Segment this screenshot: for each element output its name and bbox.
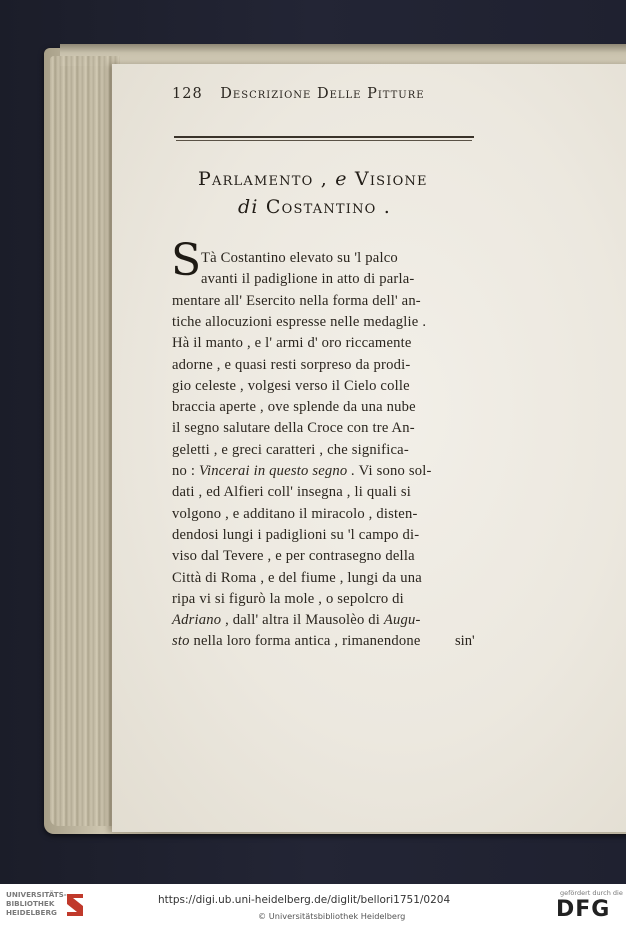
page-stack-edge xyxy=(50,56,120,826)
body-line: dati , ed Alfieri coll' insegna , li quali si xyxy=(172,484,412,501)
library-name-line2: BIBLIOTHEK xyxy=(6,898,55,908)
body-line: braccia aperte , ove splende da una nube xyxy=(172,399,416,416)
chapter-title-line1 xyxy=(198,168,518,190)
dfg-logo[interactable]: DFG xyxy=(556,897,611,922)
copyright-text: © Universitätsbibliothek Heidelberg xyxy=(258,911,406,921)
body-line: adorne , e quasi resti sorpreso da prodi- xyxy=(172,356,411,373)
title-word-di: di xyxy=(238,196,259,218)
body-line: tiche allocuzioni espresse nelle medaglie . xyxy=(172,313,427,330)
body-line: mentare all' Esercito nella forma dell' an- xyxy=(172,292,421,309)
body-line: Città di Roma , e del fiume , lungi da una xyxy=(172,569,422,586)
library-logo-icon xyxy=(64,892,86,918)
title-word-parlamento: Parlamento xyxy=(198,168,314,190)
title-period: . xyxy=(376,196,392,218)
body-line: il segno salutare della Croce con tre An- xyxy=(172,420,415,437)
funded-by-text: gefördert durch die xyxy=(560,889,623,897)
drop-cap: S xyxy=(171,235,202,286)
footer-bar xyxy=(0,884,626,929)
running-head-title: Descrizione Delle Pitture xyxy=(220,86,425,102)
book-top-edge xyxy=(60,44,626,66)
title-word-visione: Visione xyxy=(347,168,428,190)
body-line: gio celeste , volgesi verso il Cielo colle xyxy=(172,377,410,394)
body-line: dendosi lungi i padiglioni su 'l campo di- xyxy=(172,526,420,543)
body-line: ripa vi si figurò la mole , o sepolcro di xyxy=(172,590,404,607)
header-rule xyxy=(174,136,474,138)
body-line: Hà il manto , e l' armi d' oro riccamente xyxy=(172,335,412,352)
title-word-e: e xyxy=(335,168,348,190)
body-line: no : Vincerai in questo segno . Vi sono sol- xyxy=(172,463,432,479)
body-line: geletti , e greci caratteri , che significa- xyxy=(172,441,409,458)
running-head xyxy=(172,86,572,102)
header-rule-thin xyxy=(176,140,472,141)
library-name-line3: HEIDELBERG xyxy=(6,907,57,917)
catchword: sin' xyxy=(455,633,475,649)
body-line: viso dal Tevere , e per contrasegno della xyxy=(172,548,415,565)
title-comma: , xyxy=(313,168,336,190)
page-number: 128 xyxy=(172,86,203,102)
body-line: avanti il padiglione in atto di parla- xyxy=(201,271,415,288)
library-name-line1: UNIVERSITÄTS- xyxy=(6,890,67,899)
body-line: volgono , e additano il miracolo , disten- xyxy=(172,505,418,522)
title-word-costantino: Costantino xyxy=(258,196,377,218)
chapter-title-line2 xyxy=(238,196,538,218)
body-line: sto nella loro forma antica , rimanendone xyxy=(172,633,421,650)
body-line: Tà Costantino elevato su 'l palco xyxy=(201,250,398,266)
library-logo-text[interactable] xyxy=(6,891,67,917)
permalink-url[interactable]: https://digi.ub.uni-heidelberg.de/diglit/bellori1751/0204 xyxy=(158,894,451,906)
body-line: Adriano , dall' altra il Mausolèo di Augu- xyxy=(172,612,421,629)
